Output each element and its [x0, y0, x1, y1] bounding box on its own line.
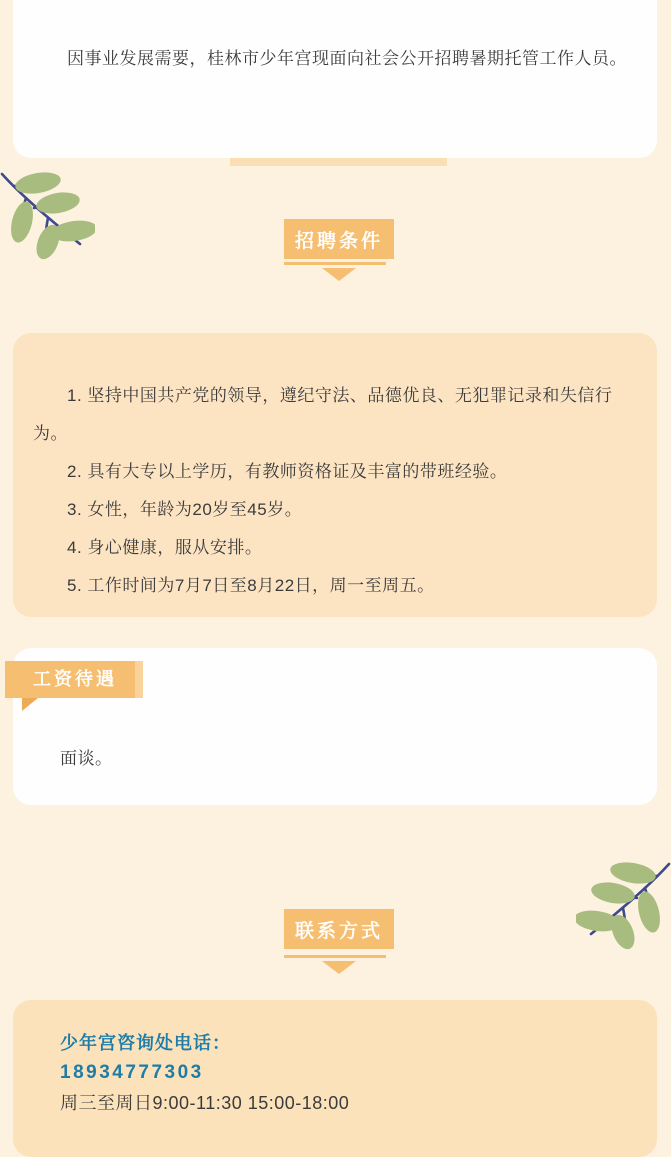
section-ribbon-salary	[5, 661, 143, 698]
intro-card	[13, 0, 657, 158]
contact-hours: 周三至周日9:00-11:30 15:00-18:00	[60, 1093, 350, 1113]
salary-text: 面谈。	[60, 749, 113, 768]
badge-underline	[284, 262, 386, 265]
chevron-down-icon	[322, 961, 356, 974]
ribbon-fold	[22, 698, 38, 711]
section-badge-conditions	[284, 219, 394, 259]
contact-phone-label: 少年宫咨询处电话：	[60, 1033, 231, 1053]
condition-item: 1. 坚持中国共产党的领导，遵纪守法、品德优良、无犯罪记录和失信行为。	[33, 386, 613, 443]
chevron-down-icon	[322, 268, 356, 281]
condition-item: 5. 工作时间为7月7日至8月22日，周一至周五。	[67, 576, 435, 595]
section-badge-contact-label: 联系方式	[294, 920, 383, 942]
condition-item: 2. 具有大专以上学历，有教师资格证及丰富的带班经验。	[67, 462, 508, 481]
contact-card	[13, 1000, 657, 1157]
condition-item: 3. 女性，年龄为20岁至45岁。	[67, 500, 303, 519]
conditions-card	[13, 333, 657, 617]
contact-phone-number[interactable]: 18934777303	[60, 1062, 204, 1083]
section-ribbon-salary-label: 工资待遇	[33, 669, 117, 689]
section-badge-conditions-label: 招聘条件	[294, 230, 383, 252]
badge-underline	[284, 955, 386, 958]
ribbon-end-cap	[135, 661, 143, 698]
leaf-branch-icon	[576, 860, 671, 955]
leaf-branch-icon	[0, 170, 95, 265]
intro-text: 因事业发展需要，桂林市少年宫现面向社会公开招聘暑期托管工作人员。	[67, 49, 627, 68]
section-badge-contact	[284, 909, 394, 949]
condition-item: 4. 身心健康，服从安排。	[67, 538, 263, 557]
